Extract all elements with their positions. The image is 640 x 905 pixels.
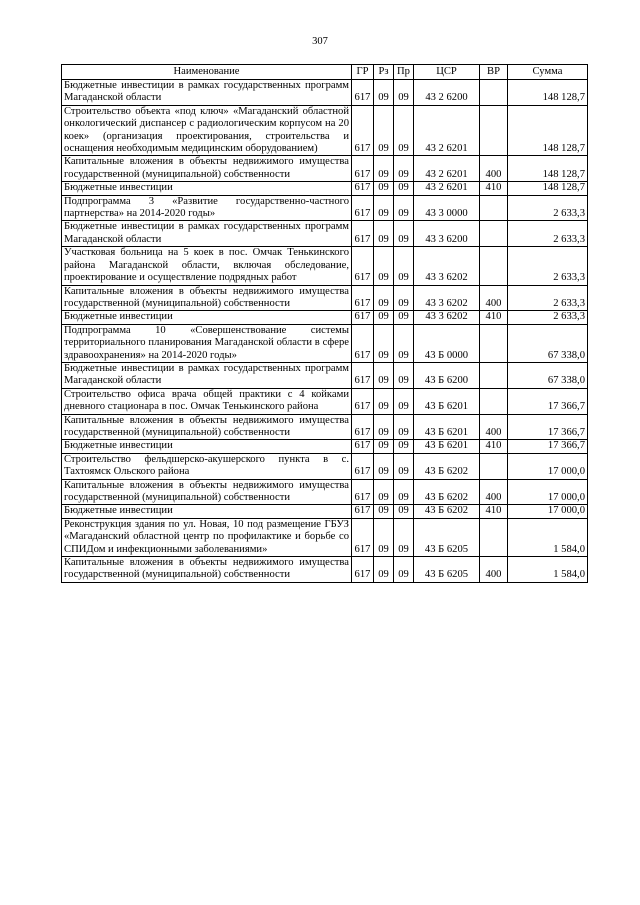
row-vr: 410 [480, 182, 508, 195]
row-sum: 67 338,0 [508, 324, 588, 362]
row-rz: 09 [374, 156, 394, 182]
table-row [62, 156, 588, 182]
row-pr: 09 [394, 388, 414, 414]
row-rz: 09 [374, 388, 394, 414]
row-rz: 09 [374, 518, 394, 556]
row-csr: 43 2 6201 [414, 156, 480, 182]
row-name: Бюджетные инвестиции [62, 182, 352, 195]
row-gr: 617 [352, 388, 374, 414]
row-rz: 09 [374, 195, 394, 221]
row-pr: 09 [394, 156, 414, 182]
row-name: Капитальные вложения в объекты недвижимого имущества государственной (муниципальной) собственности [62, 557, 352, 583]
row-gr: 617 [352, 105, 374, 156]
row-vr [480, 453, 508, 479]
row-gr: 617 [352, 221, 374, 247]
row-gr: 617 [352, 479, 374, 505]
row-csr: 43 3 0000 [414, 195, 480, 221]
row-rz: 09 [374, 105, 394, 156]
row-csr: 43 3 6202 [414, 311, 480, 324]
row-vr [480, 324, 508, 362]
row-rz: 09 [374, 285, 394, 311]
row-gr: 617 [352, 414, 374, 440]
row-name: Капитальные вложения в объекты недвижимого имущества государственной (муниципальной) собственности [62, 285, 352, 311]
row-csr: 43 Б 0000 [414, 324, 480, 362]
row-gr: 617 [352, 324, 374, 362]
row-csr: 43 Б 6201 [414, 414, 480, 440]
table-row [62, 105, 588, 156]
row-vr [480, 388, 508, 414]
row-rz: 09 [374, 557, 394, 583]
row-csr: 43 3 6202 [414, 247, 480, 285]
table-row [62, 324, 588, 362]
row-name: Строительство офиса врача общей практики с 4 койками дневного стационара в пос. Омчак Тенькинского района [62, 388, 352, 414]
row-name: Бюджетные инвестиции [62, 311, 352, 324]
row-sum: 17 000,0 [508, 479, 588, 505]
row-gr: 617 [352, 285, 374, 311]
row-sum: 17 000,0 [508, 505, 588, 518]
row-csr: 43 2 6201 [414, 105, 480, 156]
row-pr: 09 [394, 311, 414, 324]
row-rz: 09 [374, 440, 394, 453]
table-header-row [62, 65, 588, 80]
row-pr: 09 [394, 557, 414, 583]
page-number: 307 [312, 36, 328, 47]
header-name: Наименование [62, 65, 352, 80]
table-row [62, 414, 588, 440]
row-csr: 43 Б 6205 [414, 557, 480, 583]
table-row [62, 311, 588, 324]
row-pr: 09 [394, 195, 414, 221]
row-vr: 400 [480, 479, 508, 505]
row-rz: 09 [374, 324, 394, 362]
row-csr: 43 3 6202 [414, 285, 480, 311]
row-pr: 09 [394, 440, 414, 453]
row-name: Бюджетные инвестиции [62, 505, 352, 518]
row-rz: 09 [374, 505, 394, 518]
row-rz: 09 [374, 414, 394, 440]
row-vr [480, 518, 508, 556]
row-csr: 43 3 6200 [414, 221, 480, 247]
row-name: Подпрограмма 10 «Совершенствование системы территориального планирования Магаданской области в сфере здравоохранения» на 2014-2020 годы» [62, 324, 352, 362]
table-row [62, 453, 588, 479]
row-pr: 09 [394, 414, 414, 440]
row-sum: 17 000,0 [508, 453, 588, 479]
row-vr: 400 [480, 557, 508, 583]
row-gr: 617 [352, 505, 374, 518]
header-sum: Сумма [508, 65, 588, 80]
row-name: Капитальные вложения в объекты недвижимого имущества государственной (муниципальной) собственности [62, 479, 352, 505]
row-pr: 09 [394, 453, 414, 479]
row-vr [480, 195, 508, 221]
row-name: Капитальные вложения в объекты недвижимого имущества государственной (муниципальной) собственности [62, 414, 352, 440]
row-gr: 617 [352, 156, 374, 182]
budget-table [61, 64, 588, 583]
table-row [62, 505, 588, 518]
row-csr: 43 Б 6200 [414, 362, 480, 388]
row-vr [480, 362, 508, 388]
row-rz: 09 [374, 453, 394, 479]
row-name: Строительство фельдшерско-акушерского пункта в с. Тахтоямск Ольского района [62, 453, 352, 479]
row-sum: 1 584,0 [508, 557, 588, 583]
row-gr: 617 [352, 518, 374, 556]
row-rz: 09 [374, 311, 394, 324]
header-csr: ЦСР [414, 65, 480, 80]
row-gr: 617 [352, 557, 374, 583]
row-gr: 617 [352, 311, 374, 324]
row-vr: 400 [480, 156, 508, 182]
row-sum: 2 633,3 [508, 221, 588, 247]
row-name: Капитальные вложения в объекты недвижимого имущества государственной (муниципальной) собственности [62, 156, 352, 182]
row-sum: 67 338,0 [508, 362, 588, 388]
row-csr: 43 Б 6202 [414, 479, 480, 505]
row-gr: 617 [352, 182, 374, 195]
row-csr: 43 Б 6205 [414, 518, 480, 556]
table-row [62, 362, 588, 388]
row-gr: 617 [352, 195, 374, 221]
row-name: Бюджетные инвестиции [62, 440, 352, 453]
row-name: Бюджетные инвестиции в рамках государственных программ Магаданской области [62, 362, 352, 388]
row-gr: 617 [352, 362, 374, 388]
table-row [62, 518, 588, 556]
row-pr: 09 [394, 362, 414, 388]
table-row [62, 221, 588, 247]
row-pr: 09 [394, 182, 414, 195]
table-row [62, 285, 588, 311]
row-pr: 09 [394, 80, 414, 106]
row-pr: 09 [394, 479, 414, 505]
row-name: Реконструкция здания по ул. Новая, 10 под размещение ГБУЗ «Магаданский областной центр по профилактике и борьбе со СПИДом и инфекционными заболеваниями» [62, 518, 352, 556]
row-sum: 148 128,7 [508, 182, 588, 195]
row-name: Участковая больница на 5 коек в пос. Омчак Тенькинского района Магаданской области, включая обследование, проектирование и осуществление подрядных работ [62, 247, 352, 285]
row-rz: 09 [374, 80, 394, 106]
row-gr: 617 [352, 80, 374, 106]
row-csr: 43 Б 6201 [414, 440, 480, 453]
row-vr [480, 105, 508, 156]
table-row [62, 80, 588, 106]
row-pr: 09 [394, 105, 414, 156]
row-gr: 617 [352, 440, 374, 453]
table-row [62, 440, 588, 453]
row-sum: 2 633,3 [508, 195, 588, 221]
row-sum: 2 633,3 [508, 285, 588, 311]
row-pr: 09 [394, 518, 414, 556]
row-sum: 148 128,7 [508, 80, 588, 106]
table-row [62, 182, 588, 195]
row-pr: 09 [394, 221, 414, 247]
table-row [62, 557, 588, 583]
row-csr: 43 2 6200 [414, 80, 480, 106]
row-vr [480, 221, 508, 247]
row-vr [480, 247, 508, 285]
row-rz: 09 [374, 247, 394, 285]
row-vr: 410 [480, 440, 508, 453]
row-csr: 43 Б 6202 [414, 505, 480, 518]
row-sum: 2 633,3 [508, 311, 588, 324]
row-vr [480, 80, 508, 106]
row-vr: 410 [480, 505, 508, 518]
row-rz: 09 [374, 479, 394, 505]
row-vr: 400 [480, 285, 508, 311]
row-name: Бюджетные инвестиции в рамках государственных программ Магаданской области [62, 80, 352, 106]
row-name: Подпрограмма 3 «Развитие государственно-частного партнерства» на 2014-2020 годы» [62, 195, 352, 221]
row-name: Строительство объекта «под ключ» «Магаданский областной онкологический диспансер с радиологическим корпусом на 20 коек» (организация проектирования, строительства и оснащения необходимым медицинским оборудованием) [62, 105, 352, 156]
row-pr: 09 [394, 505, 414, 518]
header-pr: Пр [394, 65, 414, 80]
row-pr: 09 [394, 285, 414, 311]
header-rz: Рз [374, 65, 394, 80]
row-rz: 09 [374, 182, 394, 195]
row-vr: 410 [480, 311, 508, 324]
row-pr: 09 [394, 247, 414, 285]
table-row [62, 479, 588, 505]
row-sum: 17 366,7 [508, 440, 588, 453]
row-csr: 43 Б 6201 [414, 388, 480, 414]
row-csr: 43 Б 6202 [414, 453, 480, 479]
row-sum: 1 584,0 [508, 518, 588, 556]
row-gr: 617 [352, 453, 374, 479]
header-gr: ГР [352, 65, 374, 80]
row-csr: 43 2 6201 [414, 182, 480, 195]
table-row [62, 388, 588, 414]
row-name: Бюджетные инвестиции в рамках государственных программ Магаданской области [62, 221, 352, 247]
table-row [62, 195, 588, 221]
row-vr: 400 [480, 414, 508, 440]
row-sum: 17 366,7 [508, 388, 588, 414]
row-gr: 617 [352, 247, 374, 285]
row-sum: 148 128,7 [508, 156, 588, 182]
row-sum: 17 366,7 [508, 414, 588, 440]
table-row [62, 247, 588, 285]
header-vr: ВР [480, 65, 508, 80]
row-rz: 09 [374, 221, 394, 247]
row-sum: 148 128,7 [508, 105, 588, 156]
row-pr: 09 [394, 324, 414, 362]
row-rz: 09 [374, 362, 394, 388]
row-sum: 2 633,3 [508, 247, 588, 285]
